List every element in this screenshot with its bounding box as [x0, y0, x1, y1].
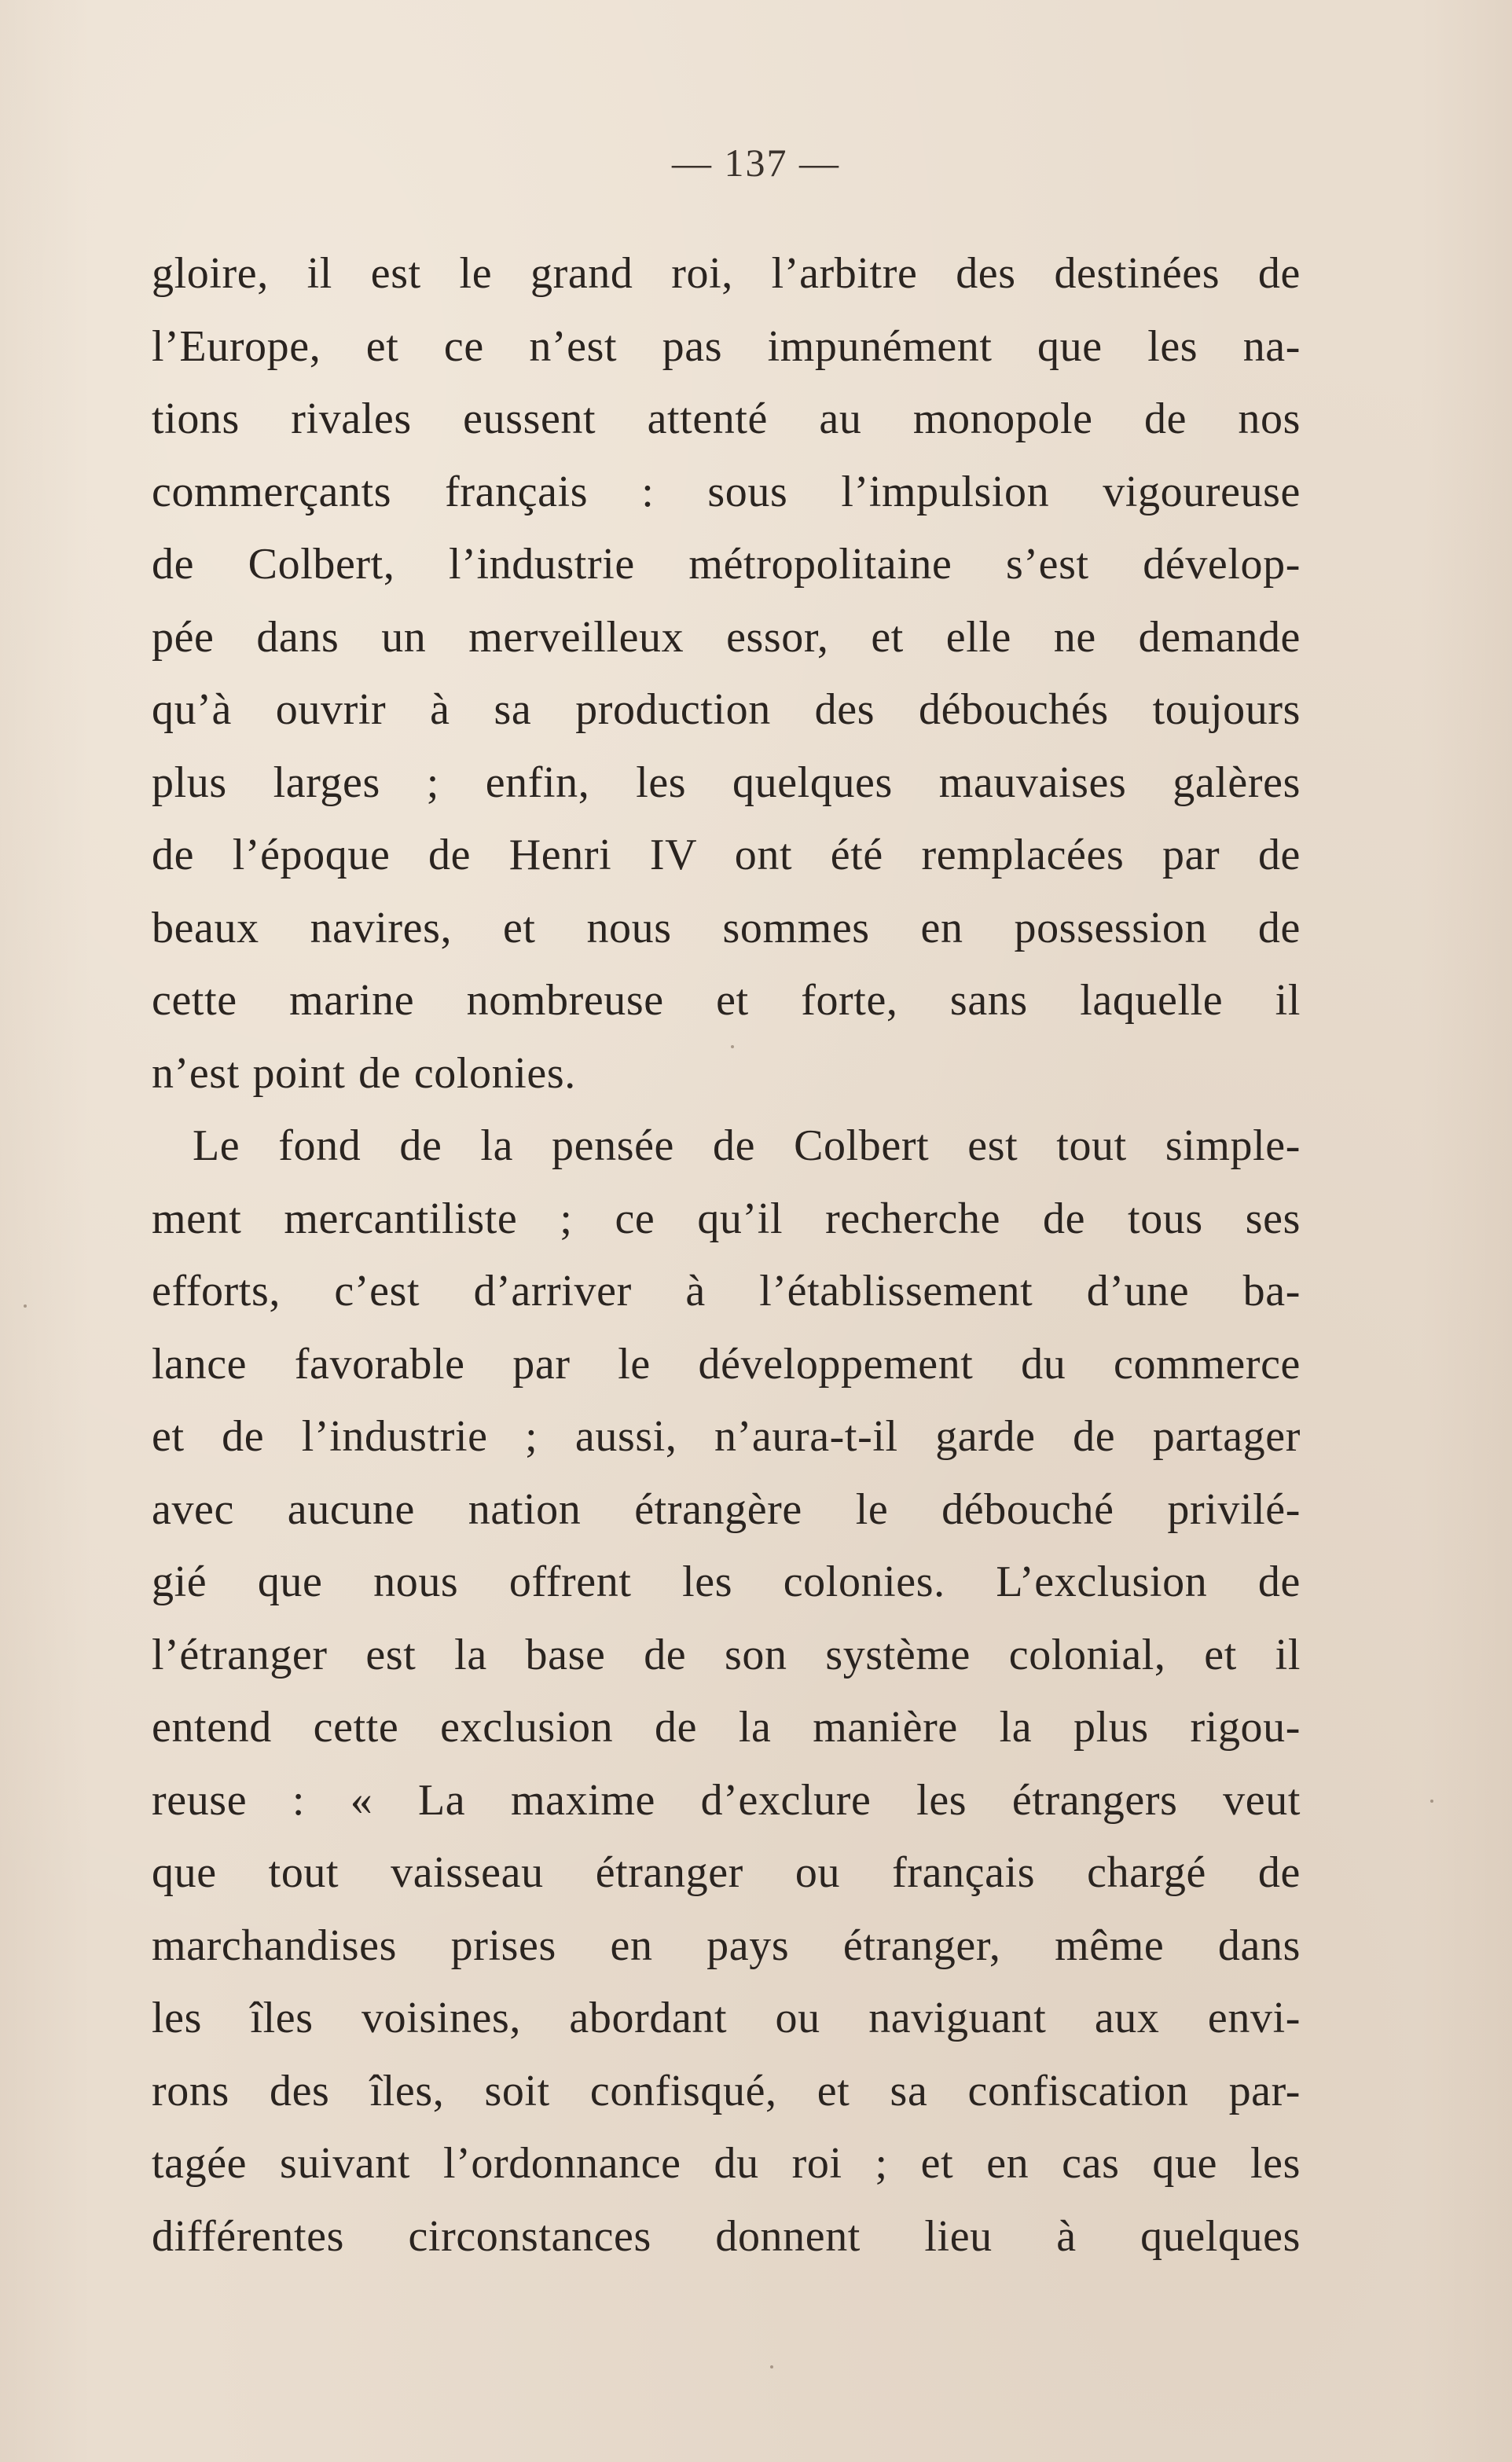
- paper-speck: [770, 2365, 773, 2368]
- text-line: différentes circonstances donnent lieu à quelques: [152, 2211, 1301, 2261]
- text-line: tions rivales eussent attenté au monopole de nos: [152, 394, 1301, 443]
- text-line: l’Europe, et ce n’est pas impunément que les na-: [152, 321, 1301, 371]
- text-line: pée dans un merveilleux essor, et elle ne demande: [152, 612, 1301, 662]
- text-line: et de l’industrie ; aussi, n’aura-t-il garde de partager: [152, 1412, 1301, 1461]
- text-line: ment mercantiliste ; ce qu’il recherche de tous ses: [152, 1194, 1301, 1243]
- text-line: l’étranger est la base de son système colonial, et il: [152, 1630, 1301, 1679]
- text-line: de Colbert, l’industrie métropolitaine s’est dévelop-: [152, 540, 1301, 589]
- paper-speck: [24, 1304, 27, 1308]
- text-line: les îles voisines, abordant ou naviguant aux envi-: [152, 1994, 1301, 2042]
- text-line: gloire, il est le grand roi, l’arbitre des destinées de: [152, 249, 1301, 298]
- body-text: [152, 237, 1301, 2273]
- text-line: plus larges ; enfin, les quelques mauvaises galères: [152, 758, 1301, 807]
- paragraph-start-line: Le fond de la pensée de Colbert est tout simple-: [193, 1121, 1301, 1170]
- text-line: qu’à ouvrir à sa production des débouchés toujours: [152, 685, 1301, 734]
- text-line: de l’époque de Henri IV ont été remplacées par de: [152, 831, 1301, 879]
- text-line: cette marine nombreuse et forte, sans laquelle il: [152, 976, 1301, 1025]
- text-line: beaux navires, et nous sommes en possession de: [152, 903, 1301, 952]
- paper-speck: [1430, 1800, 1433, 1803]
- text-line: gié que nous offrent les colonies. L’exclusion de: [152, 1558, 1301, 1606]
- text-line: entend cette exclusion de la manière la plus rigou-: [152, 1703, 1301, 1752]
- text-line: marchandises prises en pays étranger, même dans: [152, 1921, 1301, 1970]
- text-line: reuse : « La maxime d’exclure les étrangers veut: [152, 1775, 1301, 1825]
- text-line: rons des îles, soit confisqué, et sa confiscation par-: [152, 2066, 1301, 2115]
- text-line: commerçants français : sous l’impulsion vigoureuse: [152, 467, 1301, 516]
- paper-speck: [731, 1045, 734, 1048]
- paragraph-end-line: n’est point de colonies.: [152, 1048, 576, 1098]
- text-line: tagée suivant l’ordonnance du roi ; et en cas que les: [152, 2139, 1301, 2188]
- text-line: avec aucune nation étrangère le débouché privilé-: [152, 1484, 1301, 1534]
- page-number: — 137 —: [672, 141, 840, 185]
- text-line: lance favorable par le développement du commerce: [152, 1339, 1301, 1389]
- text-line: efforts, c’est d’arriver à l’établissement d’une ba-: [152, 1267, 1301, 1315]
- text-line: que tout vaisseau étranger ou français chargé de: [152, 1848, 1301, 1897]
